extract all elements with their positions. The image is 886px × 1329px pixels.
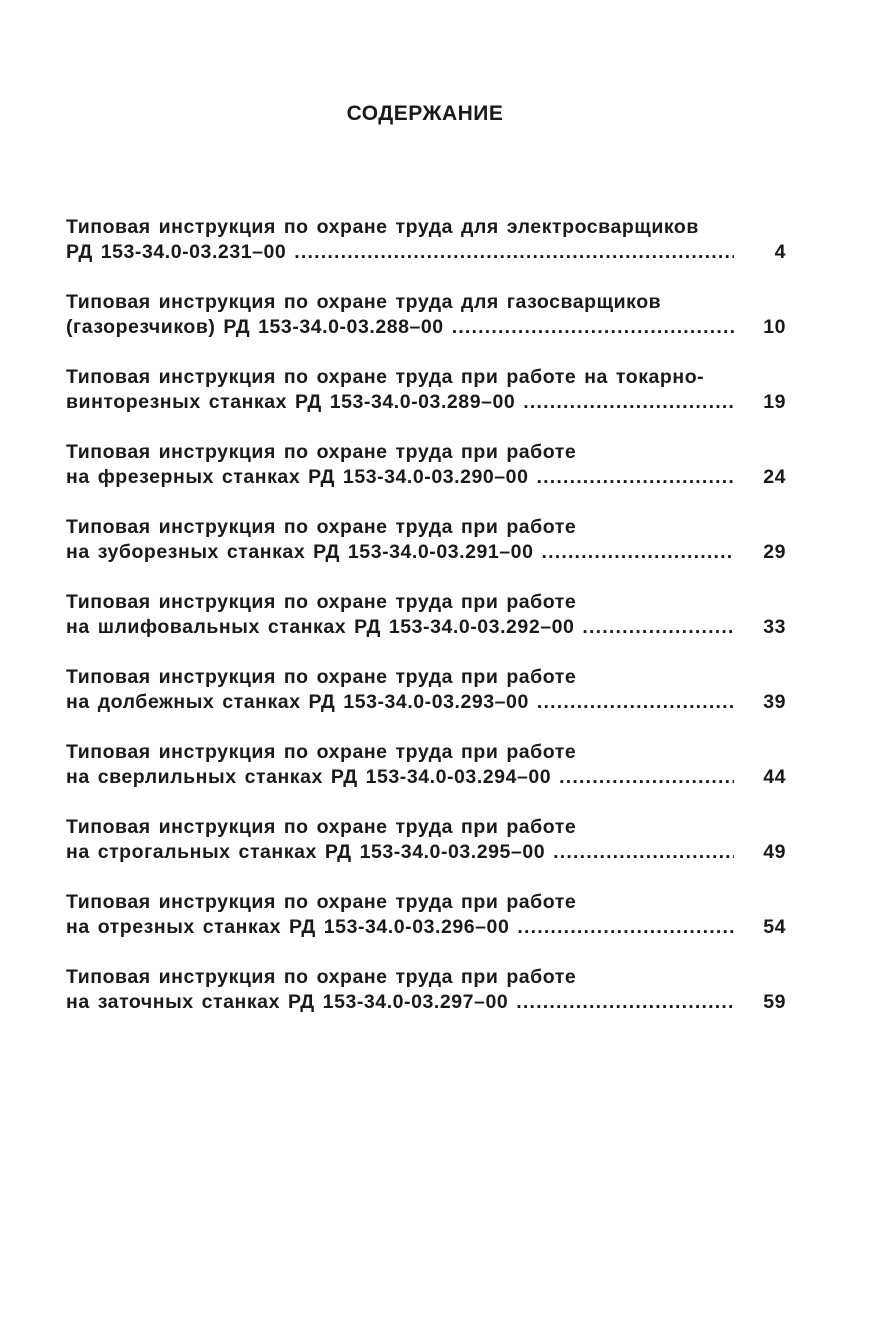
toc-entry-code: (газорезчиков) РД 153-34.0-03.288–00 <box>66 316 444 338</box>
toc-entry-line2 <box>66 840 786 865</box>
toc-entry-code: на отрезных станках РД 153-34.0-03.296–00 <box>66 916 510 938</box>
toc-entry-code: на фрезерных станках РД 153-34.0-03.290–00 <box>66 466 529 488</box>
toc-entry-code: на сверлильных станках РД 153-34.0-03.294–00 <box>66 766 552 788</box>
toc-page-number: 59 <box>763 991 786 1013</box>
toc-entry-line2 <box>66 240 786 265</box>
dot-leader <box>582 615 734 640</box>
toc-entry-code: на шлифовальных станках РД 153-34.0-03.292–00 <box>66 616 575 638</box>
toc-entry[interactable] <box>66 290 786 365</box>
dot-leader <box>452 315 734 340</box>
toc-entry-title: Типовая инструкция по охране труда при работе <box>66 516 577 538</box>
toc-page-number: 39 <box>763 691 786 713</box>
toc-entry-title: Типовая инструкция по охране труда при работе <box>66 966 577 988</box>
page-title: СОДЕРЖАНИЕ <box>346 102 504 125</box>
toc-entry[interactable] <box>66 890 786 965</box>
toc-entry[interactable] <box>66 815 786 890</box>
toc-entry-title: Типовая инструкция по охране труда при работе <box>66 666 577 688</box>
dot-leader <box>536 465 734 490</box>
toc-entry[interactable] <box>66 215 786 290</box>
dot-leader <box>516 990 734 1015</box>
toc-page-number: 54 <box>763 916 786 938</box>
toc-page-number: 4 <box>774 241 786 263</box>
toc-entry-title: Типовая инструкция по охране труда для электросварщиков <box>66 216 699 238</box>
toc-entry-title: Типовая инструкция по охране труда при работе <box>66 441 577 463</box>
toc-page-number: 24 <box>763 466 786 488</box>
toc-page-number: 19 <box>763 391 786 413</box>
toc-entry-code: винторезных станках РД 153-34.0-03.289–00 <box>66 391 516 413</box>
toc-page-number: 33 <box>763 616 786 638</box>
dot-leader <box>517 915 734 940</box>
toc-entry-line2 <box>66 990 786 1015</box>
toc-page-number: 49 <box>763 841 786 863</box>
toc-entry-code: РД 153-34.0-03.231–00 <box>66 241 287 263</box>
dot-leader <box>523 390 734 415</box>
toc-entry-code: на долбежных станках РД 153-34.0-03.293–00 <box>66 691 529 713</box>
toc-entry[interactable] <box>66 440 786 515</box>
toc-entry-code: на зуборезных станках РД 153-34.0-03.291–00 <box>66 541 534 563</box>
toc-entry-line2 <box>66 915 786 940</box>
toc-entry-title: Типовая инструкция по охране труда при работе <box>66 891 577 913</box>
toc-entry-line2 <box>66 615 786 640</box>
dot-leader <box>541 540 734 565</box>
toc-page-number: 44 <box>763 766 786 788</box>
toc-entry-code: на строгальных станках РД 153-34.0-03.295–00 <box>66 841 546 863</box>
toc-entry[interactable] <box>66 965 786 1040</box>
toc-entry-title: Типовая инструкция по охране труда при работе на токарно- <box>66 366 705 388</box>
toc-entry-title: Типовая инструкция по охране труда при работе <box>66 741 577 763</box>
toc-page-number: 29 <box>763 541 786 563</box>
table-of-contents <box>66 215 786 1040</box>
toc-entry[interactable] <box>66 515 786 590</box>
dot-leader <box>553 840 734 865</box>
toc-entry-title: Типовая инструкция по охране труда при работе <box>66 816 577 838</box>
toc-entry-line2 <box>66 390 786 415</box>
dot-leader <box>537 690 734 715</box>
toc-entry-line2 <box>66 315 786 340</box>
dot-leader <box>559 765 734 790</box>
toc-entry-title: Типовая инструкция по охране труда для газосварщиков <box>66 291 662 313</box>
toc-entry-line2 <box>66 765 786 790</box>
toc-entry[interactable] <box>66 590 786 665</box>
toc-page-number: 10 <box>763 316 786 338</box>
toc-entry-title: Типовая инструкция по охране труда при работе <box>66 591 577 613</box>
toc-entry-code: на заточных станках РД 153-34.0-03.297–00 <box>66 991 509 1013</box>
toc-entry[interactable] <box>66 365 786 440</box>
toc-entry-line2 <box>66 540 786 565</box>
toc-entry[interactable] <box>66 740 786 815</box>
toc-entry-line2 <box>66 465 786 490</box>
toc-entry[interactable] <box>66 665 786 740</box>
dot-leader <box>294 240 734 265</box>
toc-entry-line2 <box>66 690 786 715</box>
